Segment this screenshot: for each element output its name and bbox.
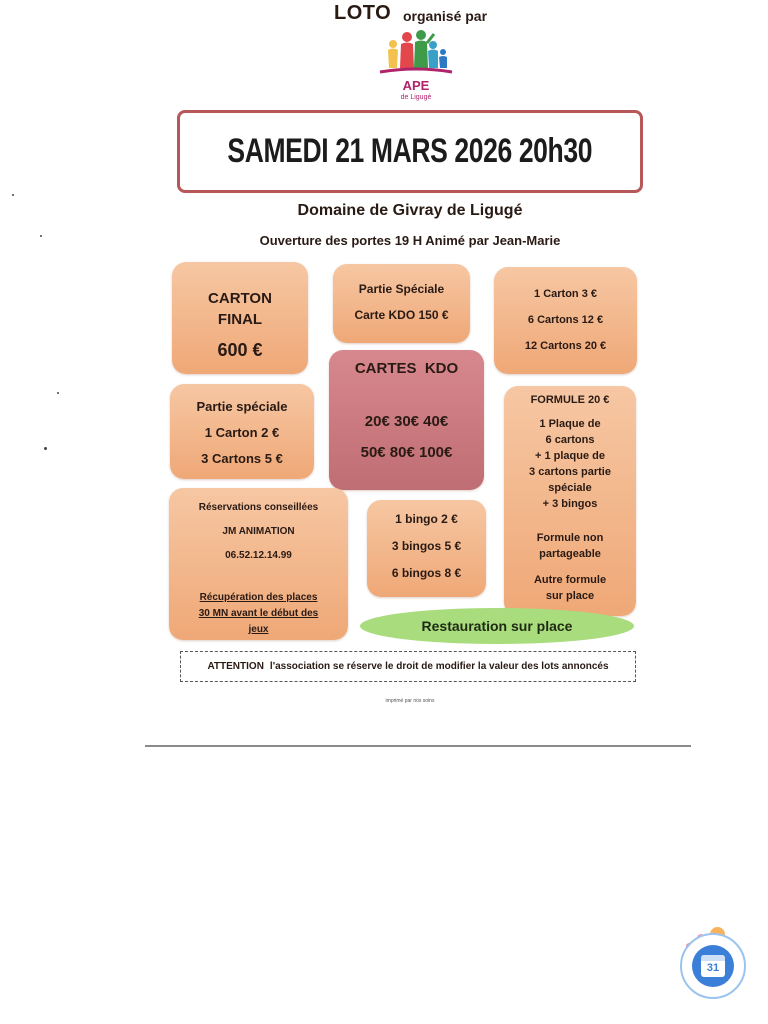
reservations-title: Réservations conseillées <box>198 502 319 513</box>
partie-speciale-kdo-title: Partie Spéciale <box>358 282 445 296</box>
partie-speciale-item: 3 Cartons 5 € <box>201 451 283 466</box>
date-banner <box>177 110 643 193</box>
cartons-price-card <box>494 267 637 374</box>
reservations-company: JM ANIMATION <box>222 526 295 537</box>
logo-subtitle: de Ligugé <box>400 94 432 101</box>
reservations-card <box>169 488 348 640</box>
reservations-phone: 06.52.12.14.99 <box>225 550 292 561</box>
bingo-item: 6 bingos 8 € <box>391 566 462 580</box>
carton-final-line2: FINAL <box>217 311 263 328</box>
cartons-price-item: 6 Cartons 12 € <box>527 314 604 326</box>
cartes-kdo-card <box>329 350 484 490</box>
calendar-day: 31 <box>706 962 720 974</box>
restauration-badge: Restauration sur place <box>360 608 634 644</box>
partie-speciale-card <box>170 384 314 479</box>
attention-notice <box>180 651 636 682</box>
scan-speck <box>57 392 59 394</box>
calendar-widget-button[interactable] <box>680 933 746 999</box>
partie-speciale-kdo-card <box>333 264 470 343</box>
recuperation-line: Récupération des places <box>199 592 318 603</box>
partie-speciale-title: Partie spéciale <box>196 399 288 414</box>
event-date: SAMEDI 21 MARS 2026 20h30 <box>227 132 593 170</box>
loto-title: LOTO <box>334 2 392 24</box>
doors-info: Ouverture des portes 19 H Animé par Jean-Marie <box>259 233 561 248</box>
attention-label: ATTENTION <box>207 661 264 672</box>
formule-note: Formule non <box>536 532 604 544</box>
cartons-price-item: 1 Carton 3 € <box>534 288 597 300</box>
carton-final-price: 600 € <box>217 340 263 360</box>
cartons-price-item: 12 Cartons 20 € <box>524 340 607 352</box>
bingo-item: 3 bingos 5 € <box>391 539 462 553</box>
family-logo-icon <box>376 28 456 108</box>
partie-speciale-kdo-line: Carte KDO 150 € <box>354 308 449 322</box>
formule-autre: Autre formule <box>533 574 607 586</box>
formule-line: 1 Plaque de <box>539 418 601 430</box>
formule-line: 6 cartons <box>545 434 595 446</box>
formule-title: FORMULE 20 € <box>530 394 610 406</box>
bingo-item: 1 bingo 2 € <box>395 512 458 526</box>
venue: Domaine de Givray de Ligugé <box>297 202 523 219</box>
small-print: imprimé par nos soins <box>385 698 435 704</box>
carton-final-line1: CARTON <box>208 290 272 307</box>
scan-speck <box>44 447 47 450</box>
attention-text: l'association se réserve le droit de modifier la valeur des lots annoncés <box>269 661 609 672</box>
bingo-card <box>367 500 486 597</box>
formule-line: + 3 bingos <box>542 498 598 510</box>
scan-speck <box>12 194 14 196</box>
recuperation-line: 30 MN avant le début des <box>198 608 319 619</box>
scan-edge-line <box>145 745 691 747</box>
cartes-kdo-line2: 50€ 80€ 100€ <box>360 444 453 461</box>
scan-speck <box>40 235 42 237</box>
recuperation-note <box>169 590 348 638</box>
cartes-kdo-line1: 20€ 30€ 40€ <box>364 413 449 430</box>
formule-autre: sur place <box>545 590 595 602</box>
organized-by-label: organisé par <box>403 8 488 24</box>
carton-final-card <box>172 262 308 374</box>
formule-note: partageable <box>539 548 601 560</box>
calendar-icon <box>692 945 734 987</box>
formule-line: + 1 plaque de <box>535 450 605 462</box>
cartes-kdo-title: CARTES KDO <box>354 360 459 377</box>
formule-line: spéciale <box>548 482 592 494</box>
formule-card <box>504 386 636 616</box>
partie-speciale-item: 1 Carton 2 € <box>204 425 280 440</box>
formule-line: 3 cartons partie <box>529 466 611 478</box>
logo-name: APE <box>402 78 430 93</box>
recuperation-line: jeux <box>248 624 269 635</box>
